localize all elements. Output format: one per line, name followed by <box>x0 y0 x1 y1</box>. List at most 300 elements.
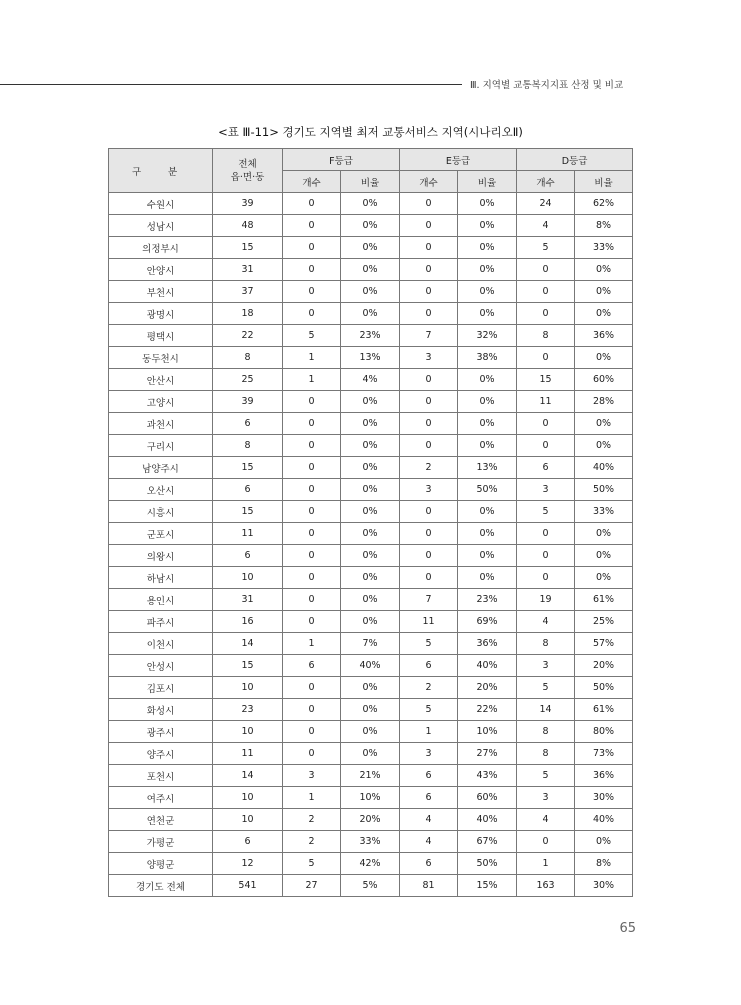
f-count-cell: 3 <box>283 765 341 787</box>
e-count-cell: 0 <box>400 435 458 457</box>
f-ratio-cell: 0% <box>341 391 400 413</box>
d-ratio-cell: 40% <box>575 809 633 831</box>
f-ratio-cell: 0% <box>341 699 400 721</box>
d-count-cell: 3 <box>517 787 575 809</box>
total-cell: 10 <box>213 809 283 831</box>
d-count-cell: 3 <box>517 479 575 501</box>
e-count-cell: 0 <box>400 303 458 325</box>
region-cell: 의왕시 <box>109 545 213 567</box>
f-ratio-cell: 10% <box>341 787 400 809</box>
d-ratio-cell: 80% <box>575 721 633 743</box>
f-count-cell: 0 <box>283 303 341 325</box>
e-count-cell: 3 <box>400 479 458 501</box>
table-row <box>109 875 633 897</box>
region-cell: 경기도 전체 <box>109 875 213 897</box>
table-row <box>109 391 633 413</box>
d-ratio-cell: 0% <box>575 567 633 589</box>
e-ratio-cell: 23% <box>458 589 517 611</box>
d-ratio-cell: 28% <box>575 391 633 413</box>
e-count-cell: 6 <box>400 655 458 677</box>
f-ratio-cell: 20% <box>341 809 400 831</box>
total-cell: 10 <box>213 787 283 809</box>
f-count-cell: 27 <box>283 875 341 897</box>
f-ratio-cell: 0% <box>341 303 400 325</box>
total-cell: 10 <box>213 721 283 743</box>
total-cell: 18 <box>213 303 283 325</box>
d-ratio-cell: 0% <box>575 413 633 435</box>
region-cell: 양주시 <box>109 743 213 765</box>
table-row <box>109 479 633 501</box>
table-row <box>109 523 633 545</box>
total-cell: 31 <box>213 589 283 611</box>
d-count-cell: 0 <box>517 303 575 325</box>
d-ratio-cell: 60% <box>575 369 633 391</box>
f-count-cell: 0 <box>283 237 341 259</box>
header-d-ratio: 비율 <box>575 171 633 193</box>
f-count-cell: 0 <box>283 215 341 237</box>
f-ratio-cell: 42% <box>341 853 400 875</box>
total-cell: 15 <box>213 457 283 479</box>
f-count-cell: 2 <box>283 809 341 831</box>
header-e-ratio: 비율 <box>458 171 517 193</box>
f-count-cell: 0 <box>283 677 341 699</box>
e-ratio-cell: 0% <box>458 193 517 215</box>
e-ratio-cell: 0% <box>458 435 517 457</box>
f-count-cell: 0 <box>283 721 341 743</box>
f-count-cell: 0 <box>283 611 341 633</box>
e-ratio-cell: 36% <box>458 633 517 655</box>
e-ratio-cell: 32% <box>458 325 517 347</box>
running-header: Ⅲ. 지역별 교통복지지표 산정 및 비교 <box>470 80 624 91</box>
e-ratio-cell: 0% <box>458 391 517 413</box>
total-cell: 6 <box>213 479 283 501</box>
e-count-cell: 5 <box>400 699 458 721</box>
f-ratio-cell: 0% <box>341 677 400 699</box>
d-ratio-cell: 36% <box>575 325 633 347</box>
d-count-cell: 163 <box>517 875 575 897</box>
region-cell: 수원시 <box>109 193 213 215</box>
page-number: 65 <box>619 921 636 936</box>
f-ratio-cell: 0% <box>341 743 400 765</box>
e-count-cell: 4 <box>400 831 458 853</box>
region-cell: 연천군 <box>109 809 213 831</box>
e-count-cell: 0 <box>400 523 458 545</box>
f-ratio-cell: 0% <box>341 501 400 523</box>
f-ratio-cell: 0% <box>341 545 400 567</box>
table-row <box>109 699 633 721</box>
f-count-cell: 1 <box>283 787 341 809</box>
d-ratio-cell: 0% <box>575 545 633 567</box>
d-count-cell: 6 <box>517 457 575 479</box>
table-row <box>109 567 633 589</box>
e-ratio-cell: 27% <box>458 743 517 765</box>
e-count-cell: 0 <box>400 391 458 413</box>
f-ratio-cell: 0% <box>341 259 400 281</box>
f-count-cell: 0 <box>283 743 341 765</box>
total-cell: 8 <box>213 347 283 369</box>
e-ratio-cell: 0% <box>458 567 517 589</box>
region-cell: 광명시 <box>109 303 213 325</box>
f-ratio-cell: 13% <box>341 347 400 369</box>
total-cell: 15 <box>213 237 283 259</box>
table-row <box>109 831 633 853</box>
e-ratio-cell: 10% <box>458 721 517 743</box>
table-row <box>109 457 633 479</box>
region-cell: 성남시 <box>109 215 213 237</box>
region-cell: 군포시 <box>109 523 213 545</box>
d-count-cell: 4 <box>517 809 575 831</box>
table-row <box>109 501 633 523</box>
d-count-cell: 0 <box>517 281 575 303</box>
table-row <box>109 721 633 743</box>
e-count-cell: 5 <box>400 633 458 655</box>
d-count-cell: 1 <box>517 853 575 875</box>
table-row <box>109 655 633 677</box>
total-cell: 11 <box>213 743 283 765</box>
d-count-cell: 14 <box>517 699 575 721</box>
region-cell: 김포시 <box>109 677 213 699</box>
e-ratio-cell: 0% <box>458 369 517 391</box>
e-count-cell: 7 <box>400 589 458 611</box>
f-count-cell: 0 <box>283 699 341 721</box>
table-row <box>109 215 633 237</box>
region-cell: 파주시 <box>109 611 213 633</box>
header-d-count: 개수 <box>517 171 575 193</box>
e-ratio-cell: 0% <box>458 545 517 567</box>
f-count-cell: 0 <box>283 457 341 479</box>
d-ratio-cell: 50% <box>575 479 633 501</box>
f-ratio-cell: 0% <box>341 479 400 501</box>
table-row <box>109 347 633 369</box>
f-count-cell: 0 <box>283 193 341 215</box>
e-count-cell: 0 <box>400 281 458 303</box>
f-count-cell: 2 <box>283 831 341 853</box>
region-cell: 구리시 <box>109 435 213 457</box>
table-row <box>109 633 633 655</box>
d-count-cell: 24 <box>517 193 575 215</box>
d-ratio-cell: 30% <box>575 787 633 809</box>
region-cell: 안산시 <box>109 369 213 391</box>
region-cell: 양평군 <box>109 853 213 875</box>
e-ratio-cell: 38% <box>458 347 517 369</box>
region-cell: 여주시 <box>109 787 213 809</box>
total-cell: 31 <box>213 259 283 281</box>
e-count-cell: 11 <box>400 611 458 633</box>
f-ratio-cell: 0% <box>341 567 400 589</box>
e-count-cell: 81 <box>400 875 458 897</box>
d-count-cell: 3 <box>517 655 575 677</box>
f-ratio-cell: 0% <box>341 589 400 611</box>
table-row <box>109 193 633 215</box>
f-ratio-cell: 0% <box>341 281 400 303</box>
e-ratio-cell: 50% <box>458 479 517 501</box>
table-row <box>109 677 633 699</box>
table-row <box>109 259 633 281</box>
d-count-cell: 0 <box>517 259 575 281</box>
table-row <box>109 787 633 809</box>
d-ratio-cell: 8% <box>575 853 633 875</box>
f-count-cell: 1 <box>283 347 341 369</box>
region-cell: 하남시 <box>109 567 213 589</box>
header-rule <box>0 84 462 85</box>
d-count-cell: 0 <box>517 567 575 589</box>
total-cell: 48 <box>213 215 283 237</box>
region-cell: 평택시 <box>109 325 213 347</box>
region-cell: 안성시 <box>109 655 213 677</box>
region-grade-table <box>108 148 633 897</box>
e-count-cell: 0 <box>400 215 458 237</box>
e-count-cell: 7 <box>400 325 458 347</box>
table-row <box>109 743 633 765</box>
d-count-cell: 0 <box>517 347 575 369</box>
d-count-cell: 5 <box>517 237 575 259</box>
f-count-cell: 5 <box>283 853 341 875</box>
d-ratio-cell: 62% <box>575 193 633 215</box>
table-row <box>109 413 633 435</box>
f-ratio-cell: 40% <box>341 655 400 677</box>
e-ratio-cell: 0% <box>458 303 517 325</box>
region-cell: 과천시 <box>109 413 213 435</box>
total-cell: 14 <box>213 633 283 655</box>
total-cell: 11 <box>213 523 283 545</box>
f-ratio-cell: 0% <box>341 721 400 743</box>
table-row <box>109 281 633 303</box>
f-ratio-cell: 23% <box>341 325 400 347</box>
e-count-cell: 0 <box>400 413 458 435</box>
header-f-count: 개수 <box>283 171 341 193</box>
e-count-cell: 0 <box>400 501 458 523</box>
e-ratio-cell: 40% <box>458 809 517 831</box>
region-cell: 시흥시 <box>109 501 213 523</box>
d-count-cell: 4 <box>517 611 575 633</box>
d-count-cell: 4 <box>517 215 575 237</box>
d-ratio-cell: 8% <box>575 215 633 237</box>
f-count-cell: 0 <box>283 435 341 457</box>
d-count-cell: 0 <box>517 523 575 545</box>
d-ratio-cell: 0% <box>575 259 633 281</box>
f-ratio-cell: 0% <box>341 237 400 259</box>
total-cell: 23 <box>213 699 283 721</box>
header-grade-d: D등급 <box>517 149 633 171</box>
e-ratio-cell: 60% <box>458 787 517 809</box>
f-count-cell: 0 <box>283 259 341 281</box>
e-ratio-cell: 0% <box>458 237 517 259</box>
table-row <box>109 765 633 787</box>
f-count-cell: 0 <box>283 413 341 435</box>
region-cell: 광주시 <box>109 721 213 743</box>
total-cell: 8 <box>213 435 283 457</box>
e-ratio-cell: 0% <box>458 259 517 281</box>
d-count-cell: 8 <box>517 721 575 743</box>
table-body <box>109 193 633 897</box>
d-count-cell: 8 <box>517 743 575 765</box>
header-f-ratio: 비율 <box>341 171 400 193</box>
d-ratio-cell: 33% <box>575 501 633 523</box>
total-cell: 10 <box>213 677 283 699</box>
d-ratio-cell: 0% <box>575 435 633 457</box>
e-ratio-cell: 50% <box>458 853 517 875</box>
region-cell: 동두천시 <box>109 347 213 369</box>
d-count-cell: 8 <box>517 325 575 347</box>
d-ratio-cell: 0% <box>575 523 633 545</box>
d-ratio-cell: 33% <box>575 237 633 259</box>
d-ratio-cell: 0% <box>575 303 633 325</box>
total-cell: 15 <box>213 501 283 523</box>
table-caption: <표 Ⅲ-11> 경기도 지역별 최저 교통서비스 지역(시나리오Ⅱ) <box>218 125 523 139</box>
total-cell: 6 <box>213 831 283 853</box>
region-cell: 안양시 <box>109 259 213 281</box>
e-count-cell: 3 <box>400 347 458 369</box>
table-row <box>109 237 633 259</box>
e-ratio-cell: 20% <box>458 677 517 699</box>
total-cell: 39 <box>213 391 283 413</box>
total-cell: 37 <box>213 281 283 303</box>
e-ratio-cell: 13% <box>458 457 517 479</box>
f-count-cell: 0 <box>283 589 341 611</box>
region-cell: 이천시 <box>109 633 213 655</box>
total-cell: 6 <box>213 545 283 567</box>
f-count-cell: 0 <box>283 281 341 303</box>
total-cell: 10 <box>213 567 283 589</box>
d-count-cell: 11 <box>517 391 575 413</box>
d-count-cell: 19 <box>517 589 575 611</box>
f-ratio-cell: 4% <box>341 369 400 391</box>
e-ratio-cell: 22% <box>458 699 517 721</box>
e-ratio-cell: 69% <box>458 611 517 633</box>
f-ratio-cell: 5% <box>341 875 400 897</box>
total-cell: 39 <box>213 193 283 215</box>
f-count-cell: 0 <box>283 501 341 523</box>
d-count-cell: 0 <box>517 545 575 567</box>
region-cell: 가평군 <box>109 831 213 853</box>
d-count-cell: 0 <box>517 831 575 853</box>
e-count-cell: 6 <box>400 853 458 875</box>
table-row <box>109 809 633 831</box>
f-count-cell: 5 <box>283 325 341 347</box>
f-ratio-cell: 33% <box>341 831 400 853</box>
e-ratio-cell: 40% <box>458 655 517 677</box>
e-ratio-cell: 0% <box>458 501 517 523</box>
header-grade-e: E등급 <box>400 149 517 171</box>
d-count-cell: 0 <box>517 413 575 435</box>
total-cell: 25 <box>213 369 283 391</box>
f-count-cell: 6 <box>283 655 341 677</box>
f-count-cell: 0 <box>283 523 341 545</box>
e-ratio-cell: 43% <box>458 765 517 787</box>
d-ratio-cell: 61% <box>575 699 633 721</box>
e-count-cell: 2 <box>400 677 458 699</box>
table-row <box>109 435 633 457</box>
total-cell: 12 <box>213 853 283 875</box>
f-ratio-cell: 0% <box>341 413 400 435</box>
f-count-cell: 0 <box>283 391 341 413</box>
region-cell: 용인시 <box>109 589 213 611</box>
table-row <box>109 589 633 611</box>
f-ratio-cell: 0% <box>341 193 400 215</box>
d-ratio-cell: 0% <box>575 831 633 853</box>
d-count-cell: 5 <box>517 765 575 787</box>
d-count-cell: 0 <box>517 435 575 457</box>
e-ratio-cell: 67% <box>458 831 517 853</box>
table-row <box>109 545 633 567</box>
e-ratio-cell: 0% <box>458 281 517 303</box>
total-cell: 16 <box>213 611 283 633</box>
header-region: 구 분 <box>109 149 213 193</box>
f-count-cell: 0 <box>283 545 341 567</box>
d-ratio-cell: 25% <box>575 611 633 633</box>
f-ratio-cell: 21% <box>341 765 400 787</box>
f-ratio-cell: 0% <box>341 611 400 633</box>
d-ratio-cell: 0% <box>575 281 633 303</box>
e-count-cell: 0 <box>400 545 458 567</box>
f-ratio-cell: 0% <box>341 457 400 479</box>
e-count-cell: 0 <box>400 567 458 589</box>
header-grade-f: F등급 <box>283 149 400 171</box>
e-count-cell: 0 <box>400 369 458 391</box>
e-count-cell: 6 <box>400 765 458 787</box>
d-count-cell: 5 <box>517 677 575 699</box>
region-cell: 남양주시 <box>109 457 213 479</box>
region-cell: 포천시 <box>109 765 213 787</box>
f-ratio-cell: 0% <box>341 215 400 237</box>
f-ratio-cell: 7% <box>341 633 400 655</box>
total-cell: 15 <box>213 655 283 677</box>
e-ratio-cell: 0% <box>458 215 517 237</box>
e-count-cell: 0 <box>400 259 458 281</box>
d-ratio-cell: 40% <box>575 457 633 479</box>
e-ratio-cell: 0% <box>458 413 517 435</box>
d-ratio-cell: 61% <box>575 589 633 611</box>
header-e-count: 개수 <box>400 171 458 193</box>
d-ratio-cell: 73% <box>575 743 633 765</box>
e-count-cell: 3 <box>400 743 458 765</box>
table-row <box>109 853 633 875</box>
e-count-cell: 0 <box>400 237 458 259</box>
d-count-cell: 8 <box>517 633 575 655</box>
d-ratio-cell: 30% <box>575 875 633 897</box>
region-cell: 고양시 <box>109 391 213 413</box>
total-cell: 22 <box>213 325 283 347</box>
d-ratio-cell: 20% <box>575 655 633 677</box>
d-ratio-cell: 36% <box>575 765 633 787</box>
f-ratio-cell: 0% <box>341 435 400 457</box>
region-cell: 부천시 <box>109 281 213 303</box>
total-cell: 6 <box>213 413 283 435</box>
e-ratio-cell: 0% <box>458 523 517 545</box>
e-count-cell: 1 <box>400 721 458 743</box>
d-count-cell: 5 <box>517 501 575 523</box>
region-cell: 화성시 <box>109 699 213 721</box>
d-ratio-cell: 50% <box>575 677 633 699</box>
total-cell: 14 <box>213 765 283 787</box>
table-row <box>109 325 633 347</box>
f-ratio-cell: 0% <box>341 523 400 545</box>
f-count-cell: 1 <box>283 633 341 655</box>
f-count-cell: 0 <box>283 567 341 589</box>
e-count-cell: 6 <box>400 787 458 809</box>
d-count-cell: 15 <box>517 369 575 391</box>
e-count-cell: 4 <box>400 809 458 831</box>
table-row <box>109 611 633 633</box>
table-row <box>109 303 633 325</box>
e-count-cell: 2 <box>400 457 458 479</box>
total-cell: 541 <box>213 875 283 897</box>
e-count-cell: 0 <box>400 193 458 215</box>
f-count-cell: 1 <box>283 369 341 391</box>
region-cell: 오산시 <box>109 479 213 501</box>
e-ratio-cell: 15% <box>458 875 517 897</box>
d-ratio-cell: 57% <box>575 633 633 655</box>
